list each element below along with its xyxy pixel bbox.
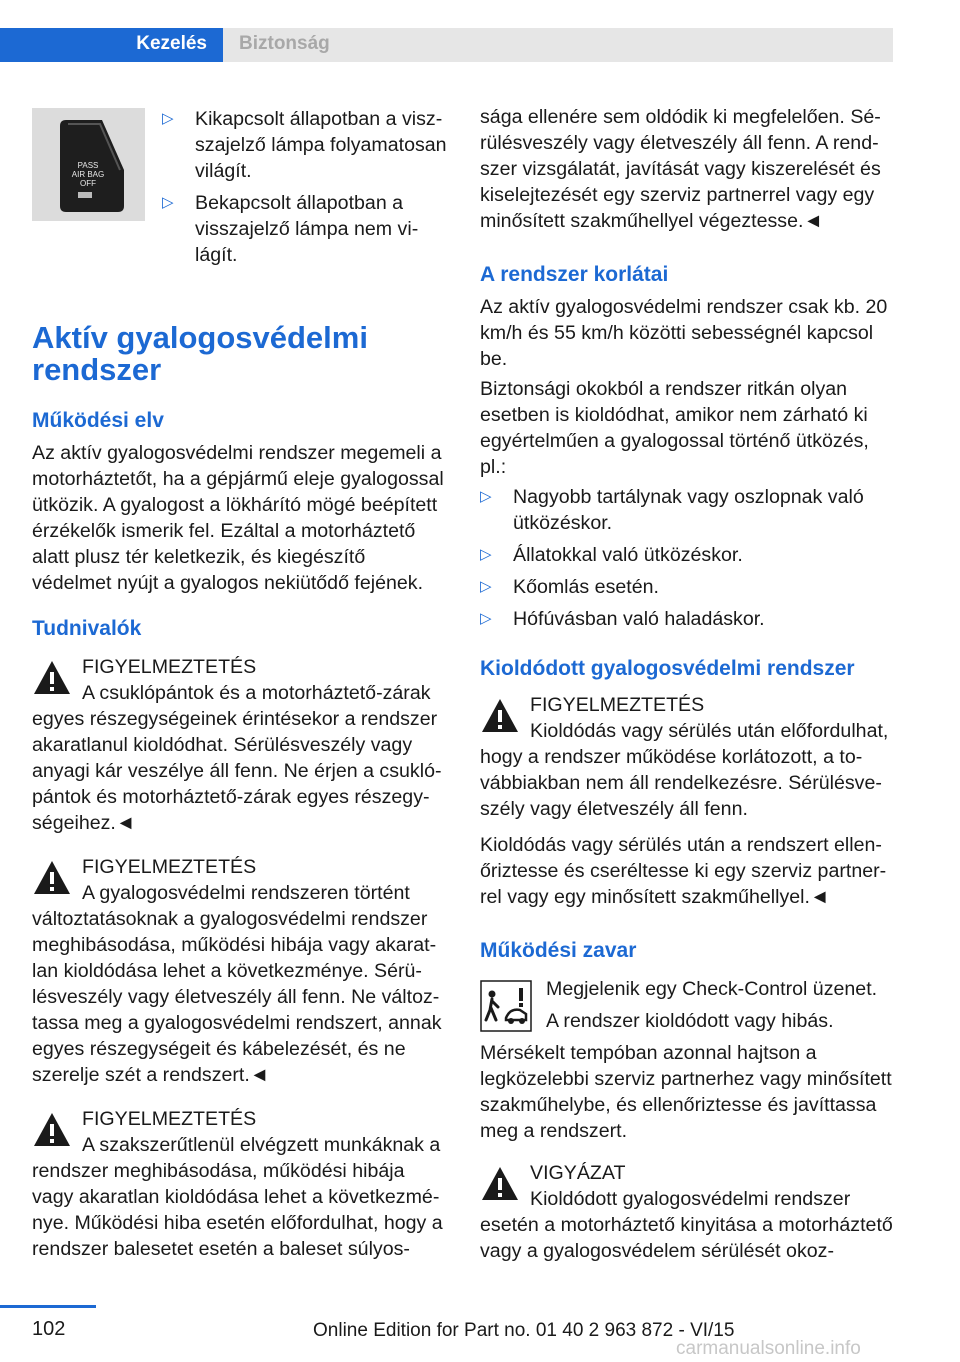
warning-label: FIGYELMEZTETÉS <box>82 1108 257 1130</box>
warning-first-line: Kioldódás vagy sérülés után előfordulhat, <box>530 720 889 742</box>
fault-line-3: Mérsékelt tempóban azonnal hajtson a <box>480 1042 817 1064</box>
fault-heading: Működési zavar <box>480 939 637 962</box>
tab-kezeles[interactable]: Kezelés <box>0 28 223 62</box>
continuation-text: sága ellenére sem oldódik ki megfelelően. Sérülésveszély vagy életveszély áll fenn. A rendszer vizsgálatát, javítását vagy kiszerelését és kiselejtezését egy szerviz partnerrel vagy egy minősített szakműhellyel végeztesse.◄ <box>480 106 881 232</box>
triangle-bullet-icon: ▷ <box>480 546 492 563</box>
watermark: carmanualsonline.info <box>676 1338 861 1359</box>
warning-label: FIGYELMEZTETÉS <box>82 856 257 878</box>
warning-first-line: A gyalogosvédelmi rendszeren történt <box>82 882 410 904</box>
list-item: ▷ Kikapcsolt állapotban a viszszajelző lámpa folyamatosan világít. <box>162 108 447 182</box>
triangle-bullet-icon: ▷ <box>480 578 492 595</box>
triangle-bullet-icon: ▷ <box>480 610 492 627</box>
warning-block <box>32 854 446 1088</box>
list-item: ▷ Állatokkal való ütközéskor. <box>480 544 743 566</box>
working-principle-text: Az aktív gyalogosvédelmi rendszer megemeli a motorháztetőt, ha a gépjármű eleje gyalogossal ütközik. A gyalogost a lökhárító mögé beépített érzékelők ismerik fel. Ezáltal a motorháztető alatt plusz tér keletkezik, és kiegészítő védelmet nyújt a gyalogos nekiütődő fejének. <box>32 442 444 594</box>
caution-first-line: Kioldódott gyalogosvédelmi rendszer <box>530 1188 851 1210</box>
section-title: Aktív gyalogosvédelmi rendszer <box>32 320 368 387</box>
list-item: ▷ Nagyobb tartálynak vagy oszlopnak való ütközéskor. <box>480 486 864 534</box>
pass-image-line3: OFF <box>80 179 96 188</box>
triggered-text: Kioldódás vagy sérülés után a rendszert ellenőriztesse és cseréltesse ki egy szerviz partnerrel vagy egy minősített szakműhellyel.◄ <box>480 834 887 908</box>
warning-text: rendszer meghibásodása, működési hibája vagy akaratlan kioldódása lehet a következménye. Működési hiba esetén előfordulhat, hogy a rendszer balesetet esetén a baleset súlyos- <box>32 1160 443 1260</box>
fault-line-3-rest: legközelebbi szerviz partnerhez vagy minősített szakműhelybe, és ellenőriztesse és javíttassa meg a rendszert. <box>480 1068 892 1142</box>
warning-triangle-icon <box>480 696 520 736</box>
warning-triangle-icon <box>32 858 72 898</box>
tab-biztonsag[interactable]: Biztonság <box>223 28 893 62</box>
edition-text: Online Edition for Part no. 01 40 2 963 872 - VI/15 <box>313 1320 735 1341</box>
pass-airbag-off-image <box>32 108 145 221</box>
fault-line-2: A rendszer kioldódott vagy hibás. <box>546 1010 834 1032</box>
pass-airbag-off-button-icon <box>32 108 145 221</box>
list-item: ▷ Kőomlás esetén. <box>480 576 659 598</box>
warning-first-line: A szakszerűtlenül elvégzett munkáknak a <box>82 1134 441 1156</box>
caution-label: VIGYÁZAT <box>530 1162 626 1184</box>
warning-first-line: A csuklópántok és a motorháztető-zárak <box>82 682 431 704</box>
warning-block <box>480 692 894 822</box>
working-principle-heading: Működési elv <box>32 409 164 432</box>
warning-triangle-icon <box>32 658 72 698</box>
pedestrian-protection-warning-icon <box>480 980 532 1032</box>
warning-text: egyes részegységeinek érintésekor a rendszer akaratlanul kioldódhat. Sérülésveszély vagy anyagi kár veszélye áll fenn. Ne érjen a csuklópántok és motorháztető-zárak egyes részegységeihez.◄ <box>32 708 442 834</box>
warning-text: hogy a rendszer működése korlátozott, a továbbiakban nem áll rendelkezésre. Sérülésveszély vagy életveszély áll fenn. <box>480 746 882 820</box>
warning-block <box>32 654 446 836</box>
list-item: ▷ Bekapcsolt állapotban a visszajelző lámpa nem világít. <box>162 192 419 266</box>
notes-heading: Tudnivalók <box>32 617 142 640</box>
limits-text-1: Az aktív gyalogosvédelmi rendszer csak kb. 20 km/h és 55 km/h közötti sebességnél kapcsol be. <box>480 296 888 370</box>
chapter-tabs <box>0 28 893 62</box>
pass-image-line1: PASS <box>77 161 99 170</box>
footer-rule <box>0 1305 96 1308</box>
warning-block <box>32 1106 446 1262</box>
triangle-bullet-icon: ▷ <box>162 194 174 211</box>
caution-block <box>480 1160 894 1264</box>
page-number: 102 <box>32 1318 66 1340</box>
triangle-bullet-icon: ▷ <box>480 488 492 505</box>
warning-label: FIGYELMEZTETÉS <box>530 694 705 716</box>
triangle-bullet-icon: ▷ <box>162 110 174 127</box>
fault-line-1: Megjelenik egy Check-Control üzenet. <box>546 978 878 1000</box>
limits-text-2: Biztonsági okokból a rendszer ritkán olyan esetben is kioldódhat, amikor nem zárható ki egyértelműen a gyalogossal történő ütközés, pl.: <box>480 378 869 478</box>
warning-text: változtatásoknak a gyalogosvédelmi rendszer meghibásodása, működési hibája vagy akaratlan kioldódása lehet a következménye. Sérülésveszély vagy életveszély áll fenn. Ne változtassa meg a gyalogosvédelmi rendszert, annak egyes részegységeit és kábelezését, és ne szerelje szét a rendszert.◄ <box>32 908 442 1086</box>
list-item: ▷ Hófúvásban való haladáskor. <box>480 608 765 630</box>
limits-heading: A rendszer korlátai <box>480 263 669 286</box>
pass-image-line2: AIR BAG <box>71 170 105 179</box>
caution-triangle-icon <box>480 1164 520 1204</box>
warning-label: FIGYELMEZTETÉS <box>82 656 257 678</box>
limits-list <box>480 484 894 638</box>
airbag-status-list <box>162 106 452 274</box>
caution-text: esetén a motorháztető kinyitása a motorháztető vagy a gyalogosvédelem sérülését okoz- <box>480 1214 893 1262</box>
triggered-heading: Kioldódott gyalogosvédelmi rendszer <box>480 657 855 680</box>
warning-triangle-icon <box>32 1110 72 1150</box>
fault-block <box>480 976 894 1144</box>
